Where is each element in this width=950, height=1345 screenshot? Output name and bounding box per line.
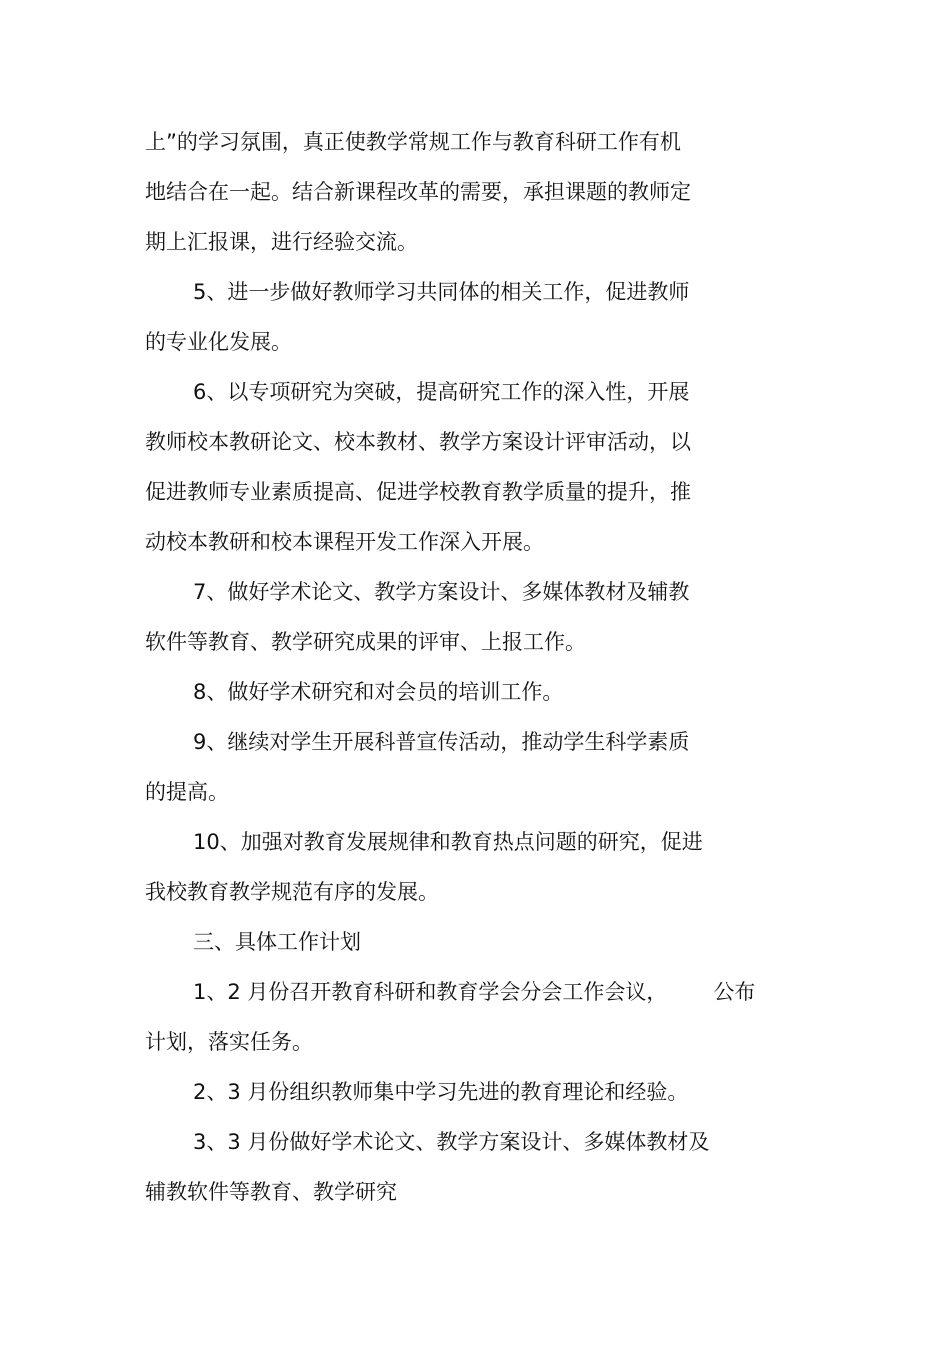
text-line: 地结合在一起。结合新课程改革的需要，承担课题的教师定 xyxy=(145,180,691,204)
text-line: 7、做好学术论文、教学方案设计、多媒体教材及辅教 xyxy=(193,580,690,604)
text-line: 8、做好学术研究和对会员的培训工作。 xyxy=(193,680,564,704)
text-line: 的专业化发展。 xyxy=(145,330,292,354)
text-line: 的提高。 xyxy=(145,780,229,804)
text-line: 6、以专项研究为突破，提高研究工作的深入性，开展 xyxy=(193,380,690,404)
text-line: 期上汇报课，进行经验交流。 xyxy=(145,230,418,254)
text-line: 计划，落实任务。 xyxy=(145,1030,313,1054)
text-line: 促进教师专业素质提高、促进学校教育教学质量的提升，推 xyxy=(145,480,691,504)
text-line: 软件等教育、教学研究成果的评审、上报工作。 xyxy=(145,630,586,654)
text-line: 2、3 月份组织教师集中学习先进的教育理论和经验。 xyxy=(193,1080,689,1104)
text-line: 10、加强对教育发展规律和教育热点问题的研究，促进 xyxy=(193,830,703,854)
text-line: 上”的学习氛围，真正使教学常规工作与教育科研工作有机 xyxy=(145,130,681,154)
section-heading: 三、具体工作计划 xyxy=(193,930,361,954)
text-line xyxy=(193,977,755,1007)
text-line: 辅教软件等教育、教学研究 xyxy=(145,1180,397,1204)
text-line: 我校教育教学规范有序的发展。 xyxy=(145,880,439,904)
text-segment: 1、2 月份召开教育科研和教育学会分会工作会议， xyxy=(193,980,668,1004)
text-line: 教师校本教研论文、校本教材、教学方案设计评审活动，以 xyxy=(145,430,691,454)
text-line: 5、进一步做好教师学习共同体的相关工作，促进教师 xyxy=(193,280,690,304)
text-segment: 公布 xyxy=(713,980,756,1004)
text-line: 9、继续对学生开展科普宣传活动，推动学生科学素质 xyxy=(193,730,690,754)
text-line: 动校本教研和校本课程开发工作深入开展。 xyxy=(145,530,544,554)
text-line: 3、3 月份做好学术论文、教学方案设计、多媒体教材及 xyxy=(193,1130,710,1154)
